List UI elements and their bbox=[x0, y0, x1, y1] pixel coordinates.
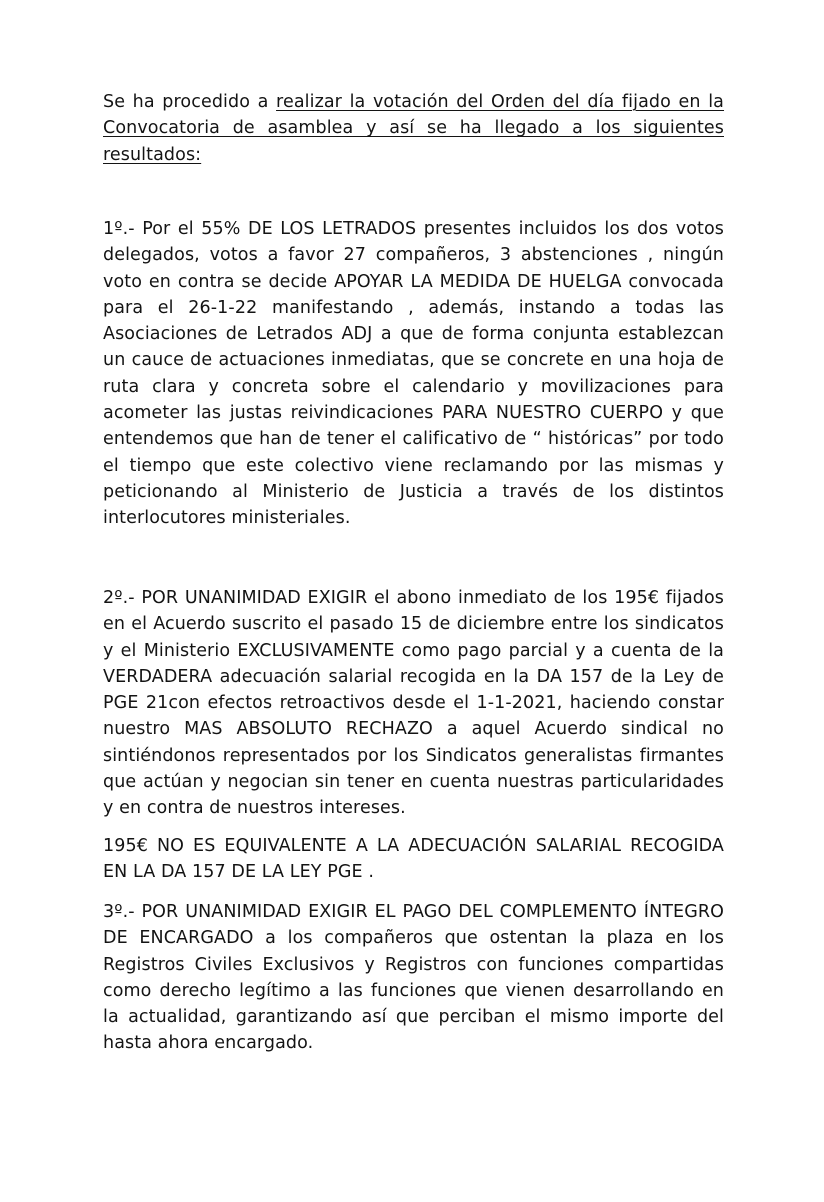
intro-paragraph bbox=[103, 89, 724, 168]
intro-lead-text: Se ha procedido a bbox=[103, 92, 277, 112]
agreement-item-1: 1º.- Por el 55% DE LOS LETRADOS presentes incluidos los dos votos delegados, votos a favor 27 compañeros, 3 abstenciones , ningún voto en contra se decide APOYAR LA MEDIDA DE HUELGA convocada para el 26-1-22 manifestando , además, instando a todas las Asociaciones de Letrados ADJ a que de forma conjunta establezcan un cauce de actuaciones inmediatas, que se concrete en una hoja de ruta clara y concreta sobre el calendario y movilizaciones para acometer las justas reivindicaciones PARA NUESTRO CUERPO y que entendemos que han de tener el calificativo de “ históricas” por todo el tiempo que este colectivo viene reclamando por las mismas y peticionando al Ministerio de Justicia a través de los distintos interlocutores ministeriales. bbox=[103, 219, 724, 529]
intro-underlined-text: realizar la votación del Orden del día fijado en la Convocatoria de asamblea y así se ha llegado a los siguientes resultados: bbox=[103, 92, 725, 165]
salary-note: 195€ NO ES EQUIVALENTE A LA ADECUACIÓN SALARIAL RECOGIDA EN LA DA 157 DE LA LEY PGE . bbox=[103, 836, 724, 883]
agreement-item-2: 2º.- POR UNANIMIDAD EXIGIR el abono inmediato de los 195€ fijados en el Acuerdo suscrito el pasado 15 de diciembre entre los sindicatos y el Ministerio EXCLUSIVAMENTE como pago parcial y a cuenta de la VERDADERA adecuación salarial recogida en la DA 157 de la Ley de PGE 21con efectos retroactivos desde el 1-1-2021, haciendo constar nuestro MAS ABSOLUTO RECHAZO a aquel Acuerdo sindical no sintiéndonos representados por los Sindicatos generalistas firmantes que actúan y negocian sin tener en cuenta nuestras particularidades y en contra de nuestros intereses. bbox=[103, 588, 724, 819]
agreement-item-3: 3º.- POR UNANIMIDAD EXIGIR EL PAGO DEL COMPLEMENTO ÍNTEGRO DE ENCARGADO a los compañeros que ostentan la plaza en los Registros Civiles Exclusivos y Registros con funciones compartidas como derecho legítimo a las funciones que vienen desarrollando en la actualidad, garantizando así que perciban el mismo importe del hasta ahora encargado. bbox=[103, 902, 724, 1054]
